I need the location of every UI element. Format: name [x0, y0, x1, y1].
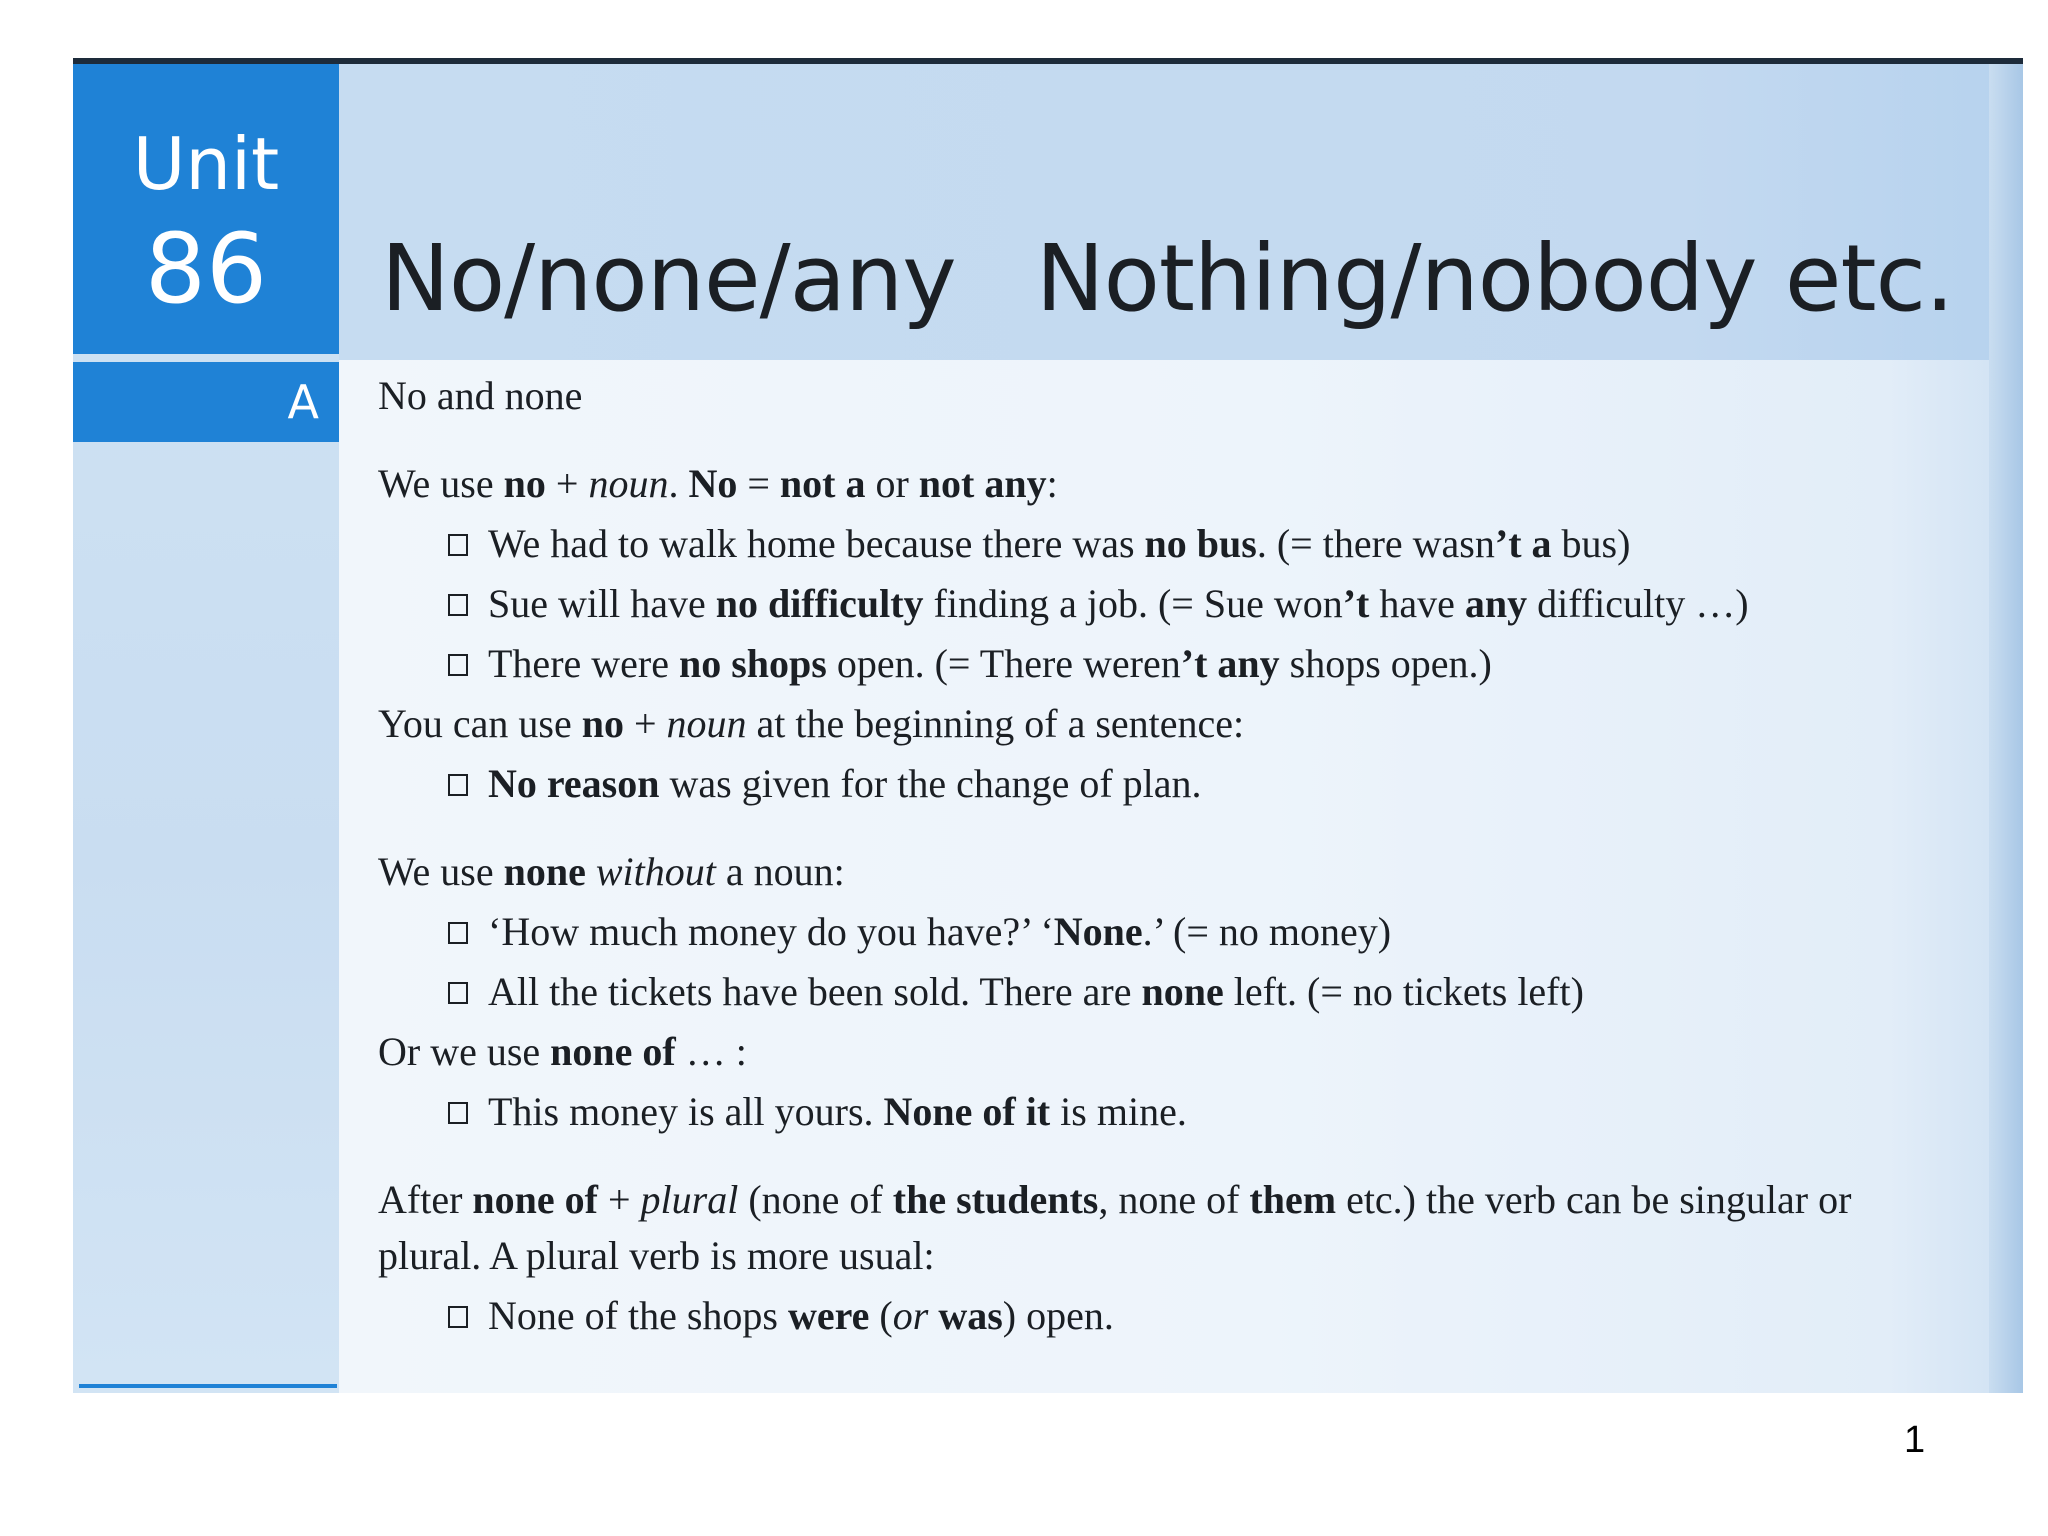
rule-line-2: You can use no + noun at the beginning of a sentence:: [378, 701, 1245, 746]
section-letter: A: [287, 375, 319, 429]
checkbox-bullet-icon: [448, 594, 468, 616]
section-heading: [378, 366, 582, 426]
rule-line-6: plural. A plural verb is more usual:: [378, 1233, 935, 1278]
page-edge: [1989, 64, 2023, 1393]
unit-label: Unit: [132, 122, 280, 206]
top-rule: [73, 58, 2023, 64]
rule-line-5: After none of + plural (none of the students, none of them etc.) the verb can be singular or: [378, 1177, 1852, 1222]
rule-line-4: Or we use none of … :: [378, 1029, 747, 1074]
checkbox-bullet-icon: [448, 654, 468, 676]
checkbox-bullet-icon: [448, 534, 468, 556]
unit-badge: [73, 64, 339, 354]
checkbox-bullet-icon: [448, 1102, 468, 1124]
bottom-rule: [79, 1384, 337, 1388]
checkbox-bullet-icon: [448, 774, 468, 796]
section-tab: [73, 362, 339, 442]
rule-line-3: We use none without a noun:: [378, 849, 845, 894]
slide-page-number: 1: [1904, 1419, 1926, 1461]
header-band: [339, 64, 2023, 360]
checkbox-bullet-icon: [448, 982, 468, 1004]
title-part-2: Nothing/nobody etc.: [1035, 225, 1954, 332]
checkbox-bullet-icon: [448, 1306, 468, 1328]
unit-number: 86: [144, 213, 268, 325]
checkbox-bullet-icon: [448, 922, 468, 944]
section-heading-text: No and none: [378, 373, 583, 418]
page-title: [381, 224, 1953, 334]
title-part-1: No/none/any: [381, 225, 956, 332]
rule-line-1: We use no + noun. No = not a or not any:: [378, 461, 1058, 506]
